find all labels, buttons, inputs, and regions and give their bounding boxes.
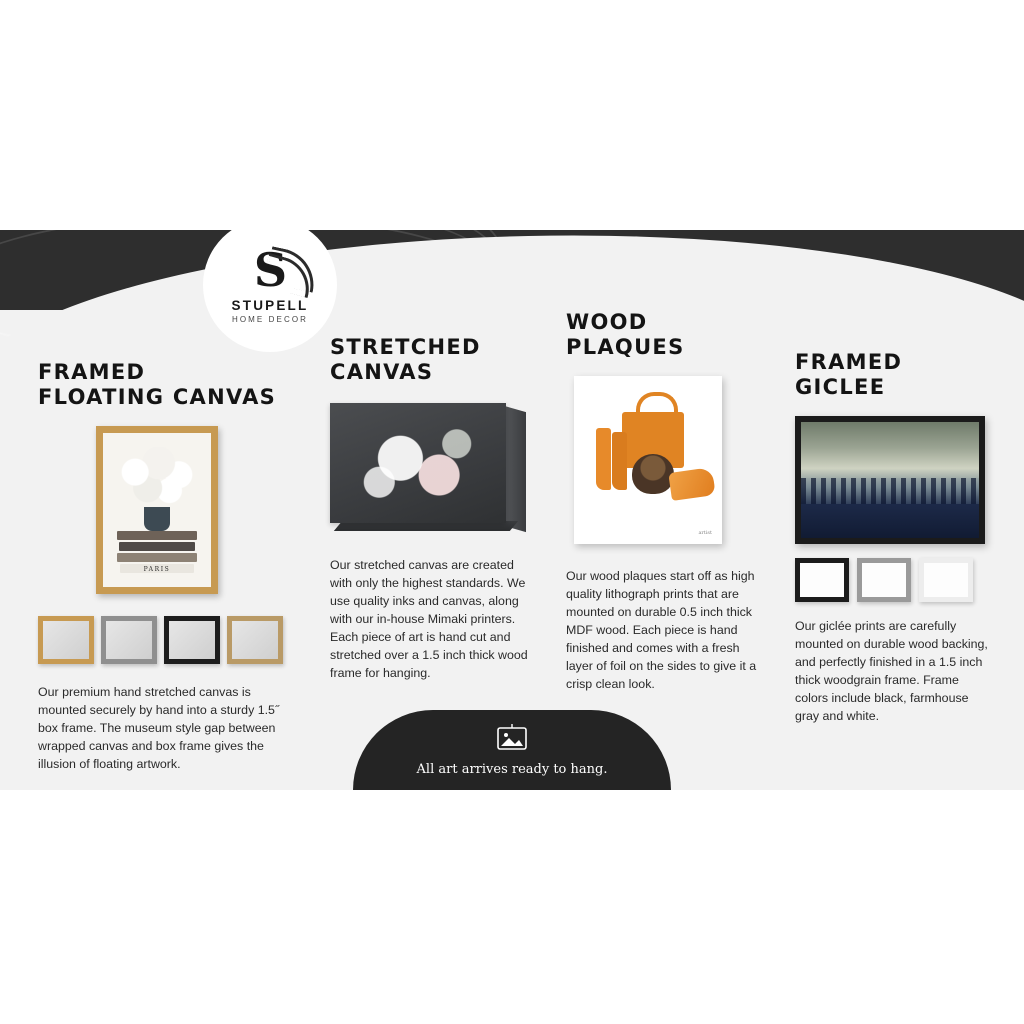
vase-graphic: [144, 507, 170, 531]
column-wood-plaques: [566, 310, 766, 694]
column-description: Our premium hand stretched canvas is mounted securely by hand into a sturdy 1.5˝ box frame. The museum style gap between wrapped canvas and box frame gives the illusion of floating artwork.: [38, 685, 280, 772]
artist-signature: artist: [698, 530, 712, 537]
farmhouse-gray-frame-sample[interactable]: [857, 558, 911, 602]
artwork-inner: [103, 433, 211, 587]
column-title-line2: CANVAS: [330, 360, 434, 385]
column-description: Our wood plaques start off as high quality lithograph prints that are mounted on durable 0.5 inch thick MDF wood. Each piece is hand finished and comes with a fresh layer of foil on the sides to give it a crisp clean look.: [566, 569, 757, 692]
scarf-graphic: [668, 467, 715, 501]
ready-to-hang-banner: [353, 710, 671, 790]
logo-mark-icon: [253, 242, 287, 297]
column-title: [38, 360, 288, 410]
column-description: Our giclée prints are carefully mounted on durable wood backing, and perfectly finished in a 1.5 inch thick woodgrain frame. Frame colors include black, farmhouse gray and white.: [795, 619, 988, 724]
artwork-label: PARIS: [143, 566, 171, 574]
column-framed-giclee: [795, 350, 995, 726]
frame-color-row: [795, 558, 995, 602]
book-stack-graphic: [117, 531, 197, 571]
column-title: [566, 310, 766, 360]
boot-graphic: [612, 432, 627, 490]
picture-frame-icon: [495, 723, 529, 756]
oak-frame-swatch[interactable]: [227, 616, 283, 664]
boot-graphic: [596, 428, 611, 490]
black-frame-swatch[interactable]: [164, 616, 220, 664]
column-title-line2: FLOATING CANVAS: [38, 385, 277, 410]
brand-tagline: HOME DECOR: [231, 314, 309, 324]
column-framed-floating-canvas: [38, 360, 288, 774]
banner-text: All art arrives ready to hang.: [416, 762, 608, 777]
canvas-face: [330, 403, 506, 523]
brand-name: STUPELL: [231, 297, 309, 313]
column-title: [330, 335, 535, 385]
framed-floating-canvas-artwork: [96, 426, 218, 594]
gray-frame-swatch[interactable]: [101, 616, 157, 664]
column-title-line1: STRETCHED: [330, 335, 481, 359]
gold-frame-swatch[interactable]: [38, 616, 94, 664]
giclee-art-surface: [801, 422, 979, 538]
white-frame-sample[interactable]: [919, 558, 973, 602]
frame-swatch-row: [38, 616, 288, 664]
column-stretched-canvas: [330, 335, 535, 683]
column-title-line1: WOOD PLAQUES: [566, 310, 685, 360]
infographic-panel: [0, 230, 1024, 790]
column-title-line1: FRAMED: [38, 360, 146, 384]
wood-plaque-artwork: [574, 376, 722, 544]
stretched-canvas-artwork: [330, 403, 526, 531]
canvas-side-edge: [504, 406, 526, 532]
dog-graphic: [632, 454, 674, 494]
flower-bouquet-graphic: [118, 447, 196, 513]
framed-giclee-artwork: [795, 416, 985, 544]
column-title-line1: FRAMED GICLEE: [795, 350, 903, 400]
logo-letter: S: [253, 242, 287, 297]
column-description: Our stretched canvas are created with only the highest standards. We use quality inks and canvas, along with our in-house Mimaki printers. Each piece of art is hand cut and stretched over a 1.5 inch thick wood frame for hanging.: [330, 558, 528, 681]
column-title: [795, 350, 995, 400]
black-frame-sample[interactable]: [795, 558, 849, 602]
